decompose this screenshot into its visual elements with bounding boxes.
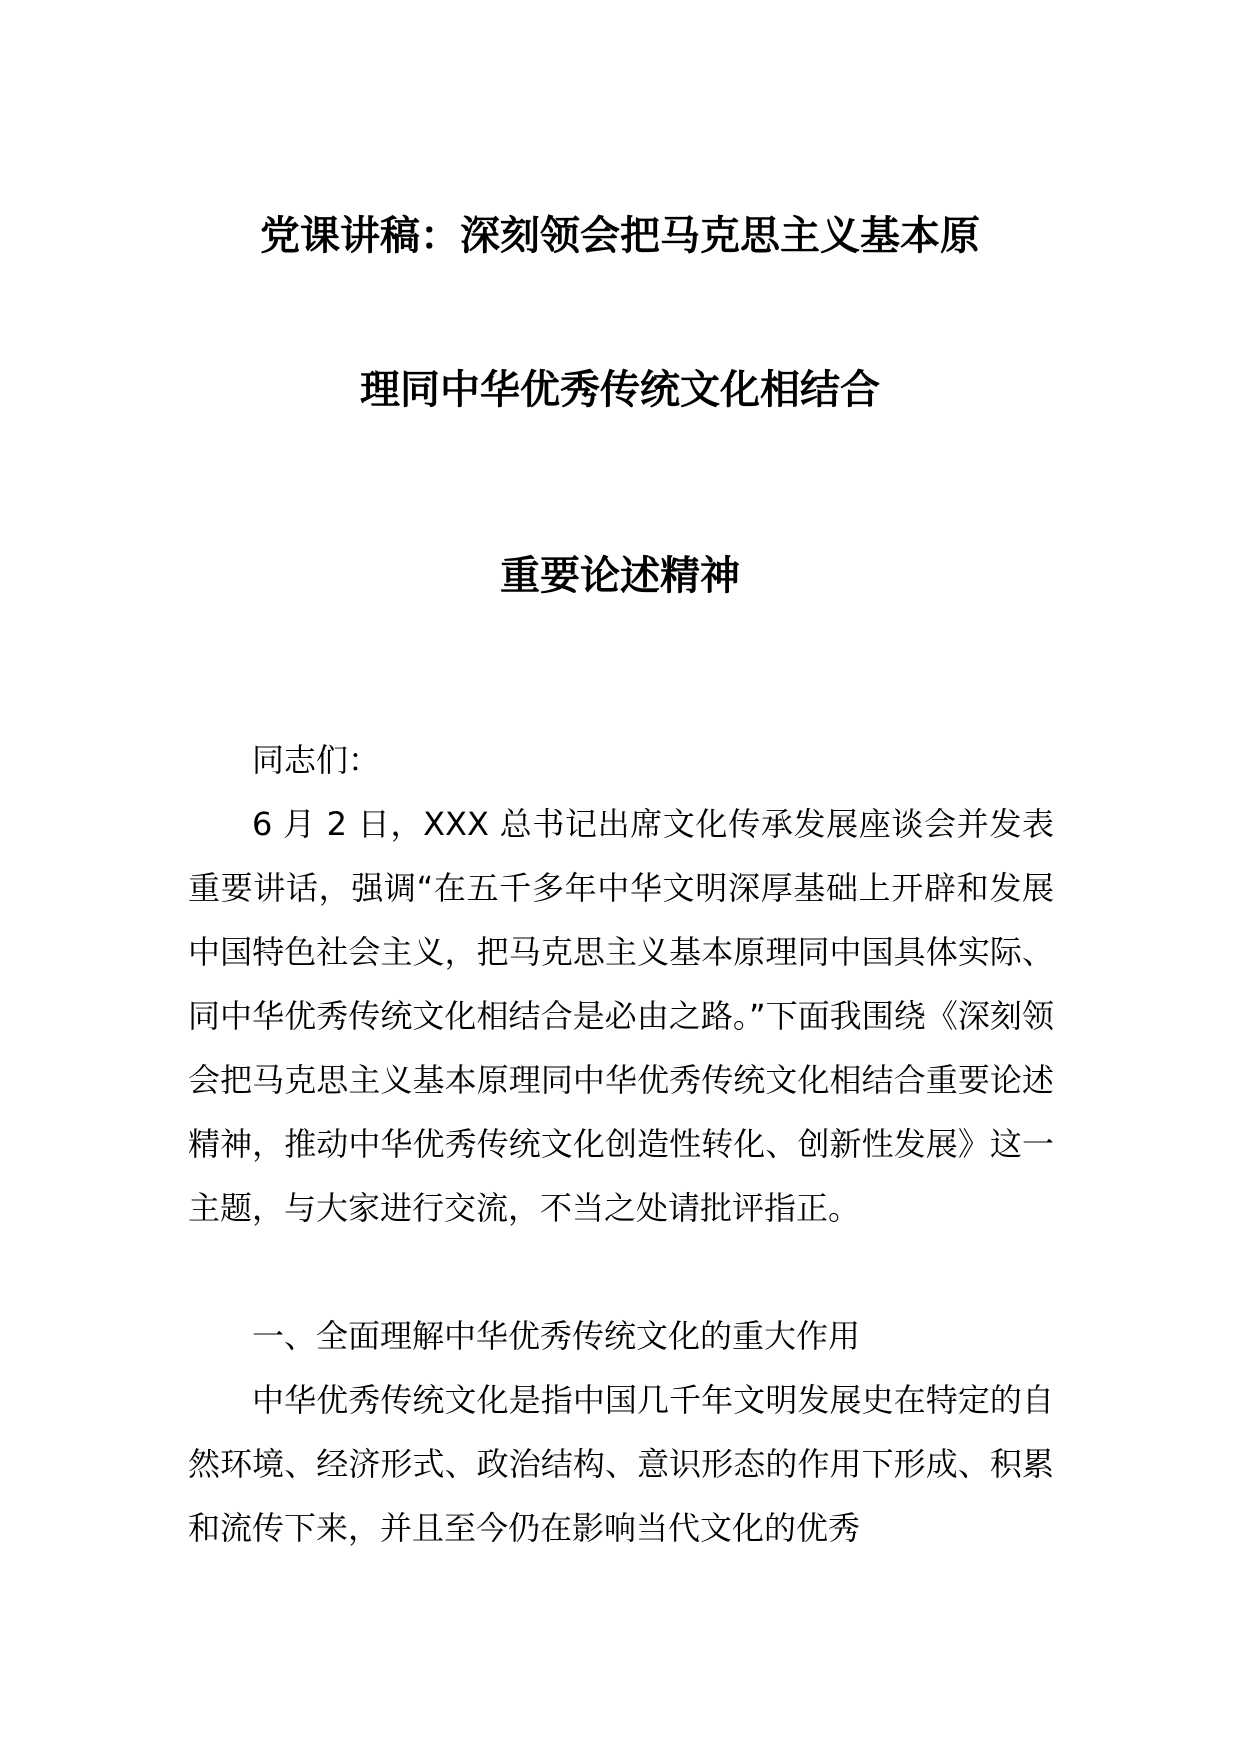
document-title-line-1: 党课讲稿：深刻领会把马克思主义基本原 [260, 213, 980, 259]
section-heading: 一、全面理解中华优秀传统文化的重大作用 [252, 1317, 861, 1355]
intro-paragraph: 6 月 2 日，XXX 总书记出席文化传承发展座谈会并发表重要讲话，强调“在五千多年中华文明深厚基础上开辟和发展中国特色社会主义，把马克思主义基本原理同中国具体实际、同中华优秀传统文化相结合是必由之路。”下面我围绕《深刻领会把马克思主义基本原理同中华优秀传统文化相结合重要论述精神，推动中华优秀传统文化创造性转化、创新性发展》这一主题，与大家进行交流，不当之处请批评指正。 [188, 805, 1054, 1227]
body-paragraph: 中华优秀传统文化是指中国几千年文明发展史在特定的自然环境、经济形式、政治结构、意识形态的作用下形成、积累和流传下来，并且至今仍在影响当代文化的优秀 [188, 1381, 1054, 1547]
document-title-line-3: 重要论述精神 [500, 553, 740, 599]
salutation: 同志们： [252, 741, 381, 779]
document-title-line-2: 理同中华优秀传统文化相结合 [360, 367, 880, 413]
